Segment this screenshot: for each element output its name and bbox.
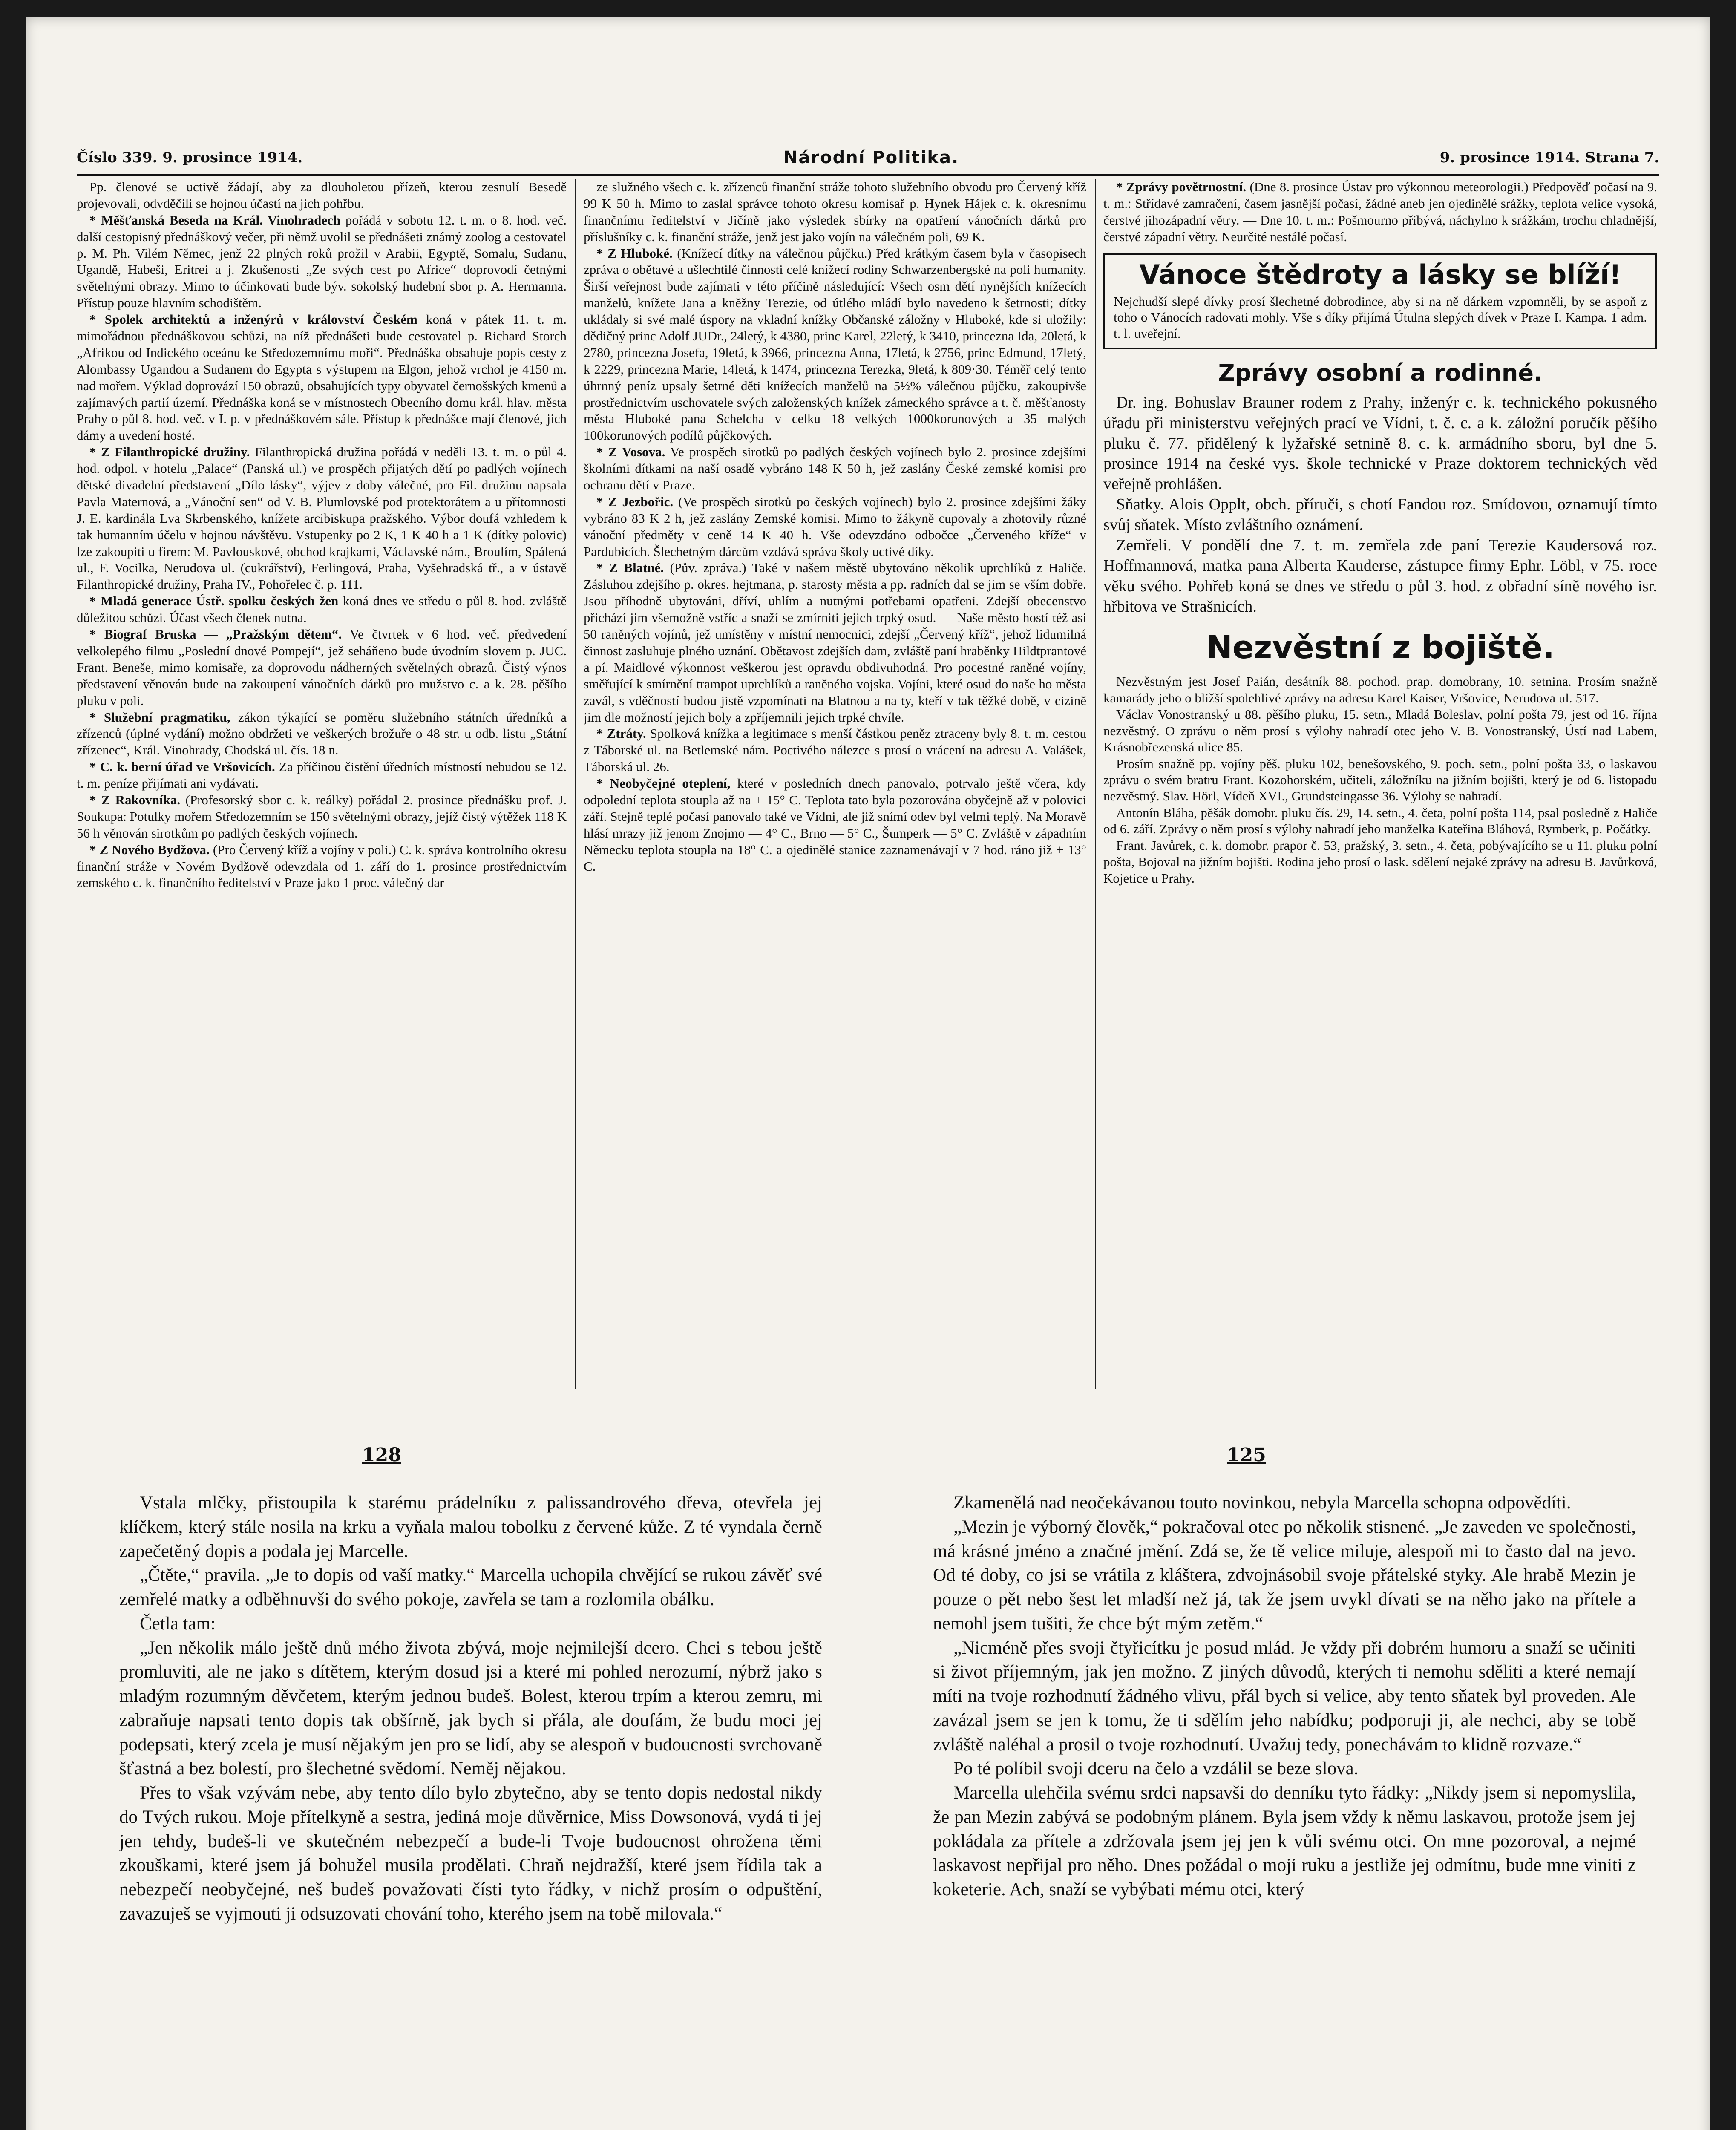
news-item-text: ze služného všech c. k. zřízenců finanční stráže tohoto služebního obvodu pro Červený kříž 99 K 50 h. Mimo to zaslal správce tohoto okresu komisař p. Hynek Hájek c. k. okresnímu finančnímu ředitelství v Jičíně jako výsledek sbírky na opatření vánočních dárků pro příslušníky c. k. finanční stráže, jenž jest jako vojín na válečném poli, 69 K.	[584, 179, 1086, 244]
news-item-text: (Pův. zpráva.) Také v našem městě ubytováno několik uprchlíků z Haliče. Zásluhou zdejšího p. okres. hejtmana, p. starosty města a pp. radních dal se jim se vším dobře. Jsou příhodně ubytováni, dříví, uhlím a nutnými potřebami opatřeni. Zdejší obecenstvo přichází jim všemožně vstříc a snaží se zmírniti jejich trpký osud. — Naše město hostí též asi 50 raněných vojínů, jež umístěny v místní nemocnici, zdejší „Červený kříž“, jehož lidumilná činnost zasluhuje plného uznání. Obětavost zdejších dam, zvláště paní hraběnky Hildtprantové a pí. Maidlové výkonnost veškerou jest opravdu obdivuhodná. Pro pocestné raněné vojíny, směřující k smírnění trampot uprchlíků a raněného vojska. Vojíni, které osud do naše ho města zavál, s vděčností budou jistě vzpomínati na Blatnou a na ty, kteří v tak těžké době, v cizině jim dle možností jejich boly a zpříjemnili jejich trpké chvíle.	[584, 560, 1086, 725]
news-item	[77, 311, 567, 444]
missing-soldier-notice: Antonín Bláha, pěšák domobr. pluku čís. 29, 14. setn., 4. četa, polní pošta 114, psal posledně z Haliče od 6. září. Zprávy o něm prosí s výlohy nahradí jeho manželka Kateřina Bláhová, Rymberk, p. Počátky.	[1103, 805, 1657, 837]
weather-text: (Dne 8. prosince Ústav pro výkonnou meteorologii.) Předpověď počasí na 9. t. m.: Střídavé zamračení, časem jasnější počasí, žádné aneb jen ojedinělé srážky, teplota velice vysoká, čerstvé jihozápadní větry. — Dne 10. t. m.: Pošmourno přibývá, náchylno k srážkám, trochu chladnější, čerstvé západní větry. Neurčité nestálé počasí.	[1103, 179, 1657, 244]
missing-soldier-notice: Frant. Javůrek, c. k. domobr. prapor č. 53, pražský, 3. setn., 4. četa, pobývajícího se u 11. pluku polní pošta, Bojoval na jižním bojišti. Rodina jeho prosí o lask. sdělení nejaké zprávy na adresu B. Javůrková, Kojetice u Prahy.	[1103, 838, 1657, 886]
missing-soldier-notice: Prosím snažně pp. vojíny pěš. pluku 102, benešovského, 9. poch. setn., polní pošta 33, o laskavou zprávu o svém bratru Frant. Kozohorském, učiteli, záložníku na jižním bojišti, který je od 6. listopadu nezvěstný. Slav. Hörl, Vídeň XVI., Grundsteingasse 36. Výlohy se nahradí.	[1103, 756, 1657, 804]
novel-right-column	[933, 1491, 1636, 2130]
novel-paragraph: „Nicméně přes svoji čtyřicítku je posud mlád. Je vždy při dobrém humoru a snaží se učiniti si život příjemným, jak jen možno. Z jiných důvodů, kterých ti nemohu sděliti a které nemají míti na tvoje rozhodnutí žádného vlivu, přál bych si velice, aby tento sňatek byl proveden. Ale zavázal jsem se jen k tomu, že ti sdělím jeho nabídku; podporuji ji, ale nechci, aby se tobě zvláště naléhal a prosil o tvoje rozhodnutí. Uvažuj tedy, ponechávám to klidně rozvaze.“	[933, 1638, 1636, 1755]
personal-news-item: Dr. ing. Bohuslav Brauner rodem z Prahy, inženýr c. k. technického pokusného úřadu při ministerstvu veřejných prací ve Vídni, t. č. c. a k. záložní poručík pěšího pluku č. 77. přidělený k lyžařské setnině 8. c. k. armádního sboru, byl dne 5. prosince 1914 na české vys. škole technické v Praze doktorem technických věd veřejně prohlášen.	[1103, 393, 1657, 493]
news-item	[584, 444, 1086, 494]
news-item-heading: * Služební pragmatiku,	[89, 709, 230, 725]
news-item	[77, 842, 567, 892]
novel-paragraph: „Čtěte,“ pravila. „Je to dopis od vaší matky.“ Marcella uchopila chvějící se rukou závěť své zemřelé matky a odběhnuvši do svého pokoje, zavřela se tam a rozlomila obálku.	[119, 1565, 822, 1609]
news-item	[584, 725, 1086, 775]
page-header	[77, 145, 1659, 170]
news-item-heading: * Z Nového Bydžova.	[89, 842, 210, 857]
news-column-3	[1103, 179, 1657, 1389]
news-column-2	[584, 179, 1086, 1380]
news-item-heading: * Biograf Bruska — „Pražským dětem“.	[89, 627, 342, 642]
novel-paragraph: Po té políbil svoji dceru na čelo a vzdálil se beze slova.	[953, 1759, 1359, 1779]
personal-news-title: Zprávy osobní a rodinné.	[1218, 360, 1543, 387]
news-item-heading: * Z Jezbořic.	[596, 494, 674, 509]
news-item	[584, 179, 1086, 245]
news-item-text: Spolková knížka a legitimace s menší částkou peněz ztraceny byly 8. t. m. cestou z Táborské ul. na Betlemské nám. Poctivého nálezce s prosí o vrácení na adresu A. Valášek, Táborská ul. 26.	[584, 726, 1086, 774]
news-item	[77, 444, 567, 593]
novel-paragraph: Přes to však vzývám nebe, aby tento dílo bylo zbytečno, aby se tento dopis nedostal nikdy do Tvých rukou. Moje přítelkyně a sestra, jediná moje důvěrnice, Miss Dowsonová, vydá ti jej jen tehdy, budeš-li ve skutečném nebezpečí a bude-li Tvoje budoucnost ohrožena těmi zkouškami, které jsem já bohužel musila prodělati. Chraň nejdražší, které jsem řídila tak a nebezpečí neobyčejné, neš budeš považovati čísti tyto řádky, v nichž prosím o odpuštění, zavazuješ se vyjmouti ji odsuzovati chování toho, kterého jsem na tobě milovala.“	[119, 1783, 822, 1924]
header-issue: Číslo 339. 9. prosince 1914.	[77, 149, 303, 166]
personal-news-item: Sňatky. Alois Opplt, obch. příruči, s chotí Fandou roz. Smídovou, oznamují tímto svůj sňatek. Místo zvláštního oznámení.	[1103, 495, 1657, 534]
news-item-heading: * Mladá generace Ústř. spolku českých žen	[89, 593, 339, 609]
weather-heading: * Zprávy povětrnostní.	[1116, 179, 1247, 194]
personal-news-item: Zemřeli. V pondělí dne 7. t. m. zemřela zde paní Terezie Kaudersová roz. Hoffmannová, matka pana Alberta Kauderse, zástupce firmy Ephr. Löbl, v 75. roce věku svého. Pohřeb koná se dnes ve středu o půl 3. hod. z obřadní síně nového isr. hřbitova ve Strašnicích.	[1103, 536, 1657, 616]
news-item-heading: * C. k. berní úřad ve Vršovicích.	[89, 759, 275, 774]
news-item	[584, 560, 1086, 725]
christmas-ad-title: Vánoce štědroty a lásky se blíží!	[1139, 259, 1621, 290]
news-item	[584, 775, 1086, 875]
christmas-ad-text: Nejchudší slepé dívky prosí šlechetné dobrodince, aby si na ně dárkem vzpomněli, by se aspoň z toho o Vánocích radovati mohly. Vše s díky přijímá Útulna slepých dívek v Praze I. Kampa. 1 adm. t. l. uveřejní.	[1114, 294, 1647, 341]
missing-soldiers-title: Nezvěstní z bojiště.	[1206, 629, 1555, 666]
novel-paragraph: Četla tam:	[140, 1613, 216, 1634]
novel-paragraph: Marcella ulehčila svému srdci napsavši do denníku tyto řádky: „Nikdy jsem si nepomyslila, že pan Mezin zabývá se podobným plánem. Byla jsem vždy k němu laskavou, protože jsem jej pokládala za přítele a zdržovala jsem jej jen k vůli svému otci. On mne pozoroval, a nejmé laskavost nepřijal pro něho. Dnes požádal o moji ruku a jestliže jej odmítnu, bude mne viniti z koketerie. Ach, snaží se vybýbati mému otci, který	[933, 1783, 1636, 1900]
news-item-text: koná v pátek 11. t. m. mimořádnou přednáškovou schůzi, na níž přednášeti bude cestovatel p. Richard Storch „Afrikou od Indického oceánu ke Středozemnímu moři“. Přednáška obsahuje popis cesty z Alombassy Ugandou a Sudanem do Egypta s výstupem na Elgon, jehož vrchol je 4150 m. nad mořem. Výklad doprovází 150 obrazů, obsahujících typy obyvatel černošských kmenů a zajímavých partií území. Přednáška koná se v místnostech Obecního domu král. hlav. města Prahy o půl 8. hod. več. v I. p. v přednáškovém sále. Přístup k přednášce mají členové, jich dámy a uvedení hosté.	[77, 312, 567, 443]
news-item-text: Filanthropická družina pořádá v neděli 13. t. m. o půl 4. hod. odpol. v hotelu „Palace“ (Panská ul.) ve prospěch přijatých dětí po padlých vojínech dětské divadelní představení „Dílo lásky“, výjev z doby válečné, pro Fil. družinu napsala Pavla Maternová, a „Vánoční sen“ od V. B. Plumlovské pod protektorátem a u přítomnosti J. E. kardinála Lva Skrbenského, knížete arcibiskupa pražského. Výbor doufá vzhledem k tak humanním účelu v hojnou návštěvu. Vstupenky po 2 K, 1 K 40 h a 1 K (dítky polovic) lze zakoupiti u firem: M. Pavlouskové, obchod krajkami, Václavské nám., Broulím, Spálená ul., F. Vocilka, Nerudova ul. (cukrářství), Ferlingová, Praha, Vyšehradská tř., a v ústavě Filanthropické družiny, Praha IV., Pohořelec č. p. 111.	[77, 444, 567, 592]
news-item	[77, 626, 567, 709]
novel-paragraph: „Jen několik málo ještě dnů mého života zbývá, moje nejmilejší dcero. Chci s tebou ještě promluviti, ale ne jako s dítětem, kterým dosud jsi a které mi pohled nerozumí, nýbrž jako s mladým rozumným děvčetem, kterým jednou budeš. Bolest, kterou trpím a kterou zemru, mi zabraňuje napsati tento dopis tak obšírně, jak bych si přála, ale doufám, že budu moci jej podepsati, který zcela je musí nějakým jen pro se lidí, aby se alespoň v budoucnosti svrchovaně šťastná a bez bolestí, pro šlechetné svědomí. Neměj nějakou.	[119, 1638, 822, 1779]
news-column-1	[77, 179, 567, 1389]
news-item-text: Pp. členové se uctivě žádají, aby za dlouholetou přízeň, kterou zesnulí Besedě projevovali, odvděčili se hojnou účastí na jich pohřbu.	[77, 179, 567, 211]
column-divider-1	[575, 179, 576, 1389]
news-item-text: (Profesorský sbor c. k. reálky) pořádal 2. prosince přednášku prof. J. Soukupa: Potulky mořem Středozemním se 150 světelnými obrazy, jejíž čistý výtěžek 118 K 56 h věnován sirotkům po padlých českých vojínech.	[77, 792, 567, 840]
news-item-text: Ve prospěch sirotků po padlých českých vojínech bylo 2. prosince zdejšími školními dítkami na naší osadě vybráno 148 K 50 h, jež zaslány České zemské komisi pro ochranu dětí v Praze.	[584, 444, 1086, 493]
header-masthead: Národní Politika.	[783, 148, 959, 167]
header-rule	[77, 174, 1659, 176]
news-item-heading: * Ztráty.	[596, 726, 646, 741]
news-item	[77, 792, 567, 842]
news-item-text: (Ve prospěch sirotků po českých vojínech) bylo 2. prosince zdejšími žáky vybráno 83 K 2 h, jež zaslány Zemské komisi. Mimo to žákyně cupovaly a zhotovily různé vánoční předměty v ceně 14 K 40 h. Vše odevzdáno odbočce „Červeného kříže“ v Pardubicích. Šlechetným dárcům vzdává správa školy uctivé díky.	[584, 494, 1086, 559]
news-item-heading: * Z Blatné.	[596, 560, 664, 576]
novel-paragraph: Zkamenělá nad neočekávanou touto novinkou, nebyla Marcella schopna odpovědíti.	[953, 1493, 1571, 1513]
column-divider-2	[1095, 179, 1096, 1389]
header-date-page: 9. prosince 1914. Strana 7.	[1439, 149, 1659, 166]
novel-paragraph: Vstala mlčky, přistoupila k starému prádelníku z palissandrového dřeva, otevřela jej klíčkem, který stále nosila na krku a vyňala malou tobolku z červené kůže. Z té vyndala černě zapečetěný dopis a podala jej Marcelle.	[119, 1493, 822, 1561]
missing-soldier-notice: Václav Vonostranský u 88. pěšího pluku, 15. setn., Mladá Boleslav, polní pošta 79, jest od 16. října nezvěstný. O zprávu o něm prosí s výlohy nahradí otec jeho V. B. Vonostranský, Ústí nad Labem, Krásnobřezenská ulice 85.	[1103, 707, 1657, 755]
personal-news-list	[1103, 393, 1657, 617]
news-item-heading: * Z Rakovníka.	[89, 792, 181, 807]
news-item	[77, 709, 567, 759]
christmas-ad-box	[1103, 253, 1657, 350]
news-item-text: které v posledních dnech panovalo, potrvalo ještě včera, kdy odpolední teplota stoupla až na + 15° C. Teplota tato byla pozorována obyčejně až v polovici září. Stejně teplé počasí panovalo také ve Vídni, ale již snímí odev byl velmi teplý. Na Moravě hlásí mrazy již jenom Znojmo — 4° C., Brno — 5° C., Šumperk — 5° C. Zvláště v západním Německu teplota stoupla na 18° C. a ojedinělé stanice zaznamenávají v 7 hod. ráno již + 13° C.	[584, 776, 1086, 874]
news-item-heading: * Z Hluboké.	[596, 245, 673, 261]
novel-paragraph: „Mezin je výborný člověk,“ pokračoval otec po několik stisnené. „Je zaveden ve společnosti, má krásné jméno a značné jmění. Zdá se, že tě velice miluje, alespoň mi to často dal na jevo. Od té doby, co jsi se vrátila z kláštera, zdvojnásobil svoje přátelské styky. Ale hrabě Mezin je pouze o pět nebo šest let mladší než já, tak že jsem uvykl dívati se na něho jako na přítele a nemohl jsem tušiti, že chce být mým zetěm.“	[933, 1517, 1636, 1634]
news-item-heading: * Z Filanthropické družiny.	[89, 444, 250, 460]
news-item-heading: * Z Vosova.	[596, 444, 665, 460]
news-item-text: Za příčinou čistění úředních místností nebudou se 12. t. m. peníze přijímati ani vydávati.	[77, 759, 567, 791]
novel-left-column	[119, 1491, 822, 2130]
novel-left-page-number: 128	[362, 1444, 401, 1466]
weather-report	[1103, 179, 1657, 245]
newspaper-page	[26, 17, 1710, 2130]
missing-soldiers-list	[1103, 674, 1657, 887]
news-item	[77, 179, 567, 212]
news-item-text: (Pro Červený kříž a vojíny v poli.) C. k. správa kontrolního okresu finanční stráže v Novém Bydžově odevzdala od 1. září do 1. prosince prostřednictvím zemského c. k. finančního ředitelství v Praze jako 1 proc. válečný dar	[77, 842, 567, 890]
novel-right-page-number: 125	[1227, 1444, 1266, 1466]
news-item	[77, 593, 567, 626]
news-item-heading: * Měšťanská Beseda na Král. Vinohradech	[89, 212, 341, 227]
news-item-text: pořádá v sobotu 12. t. m. o 8. hod. več. další cestopisný přednáškový večer, při němž uvolil se přednášeti známý zoolog a cestovatel p. M. Ph. Vilém Němec, jenž 22 plných roků prožil v Arabii, Egyptě, Somalu, Sudanu, Ugandě, Habeši, Eritrei a j. Zkušenosti „Ze svých cest po Africe“ doprovodí četnými světelnými obrazy. Mimo to účinkovati bude býv. sokolský hudební sbor p. A. Hermanna. Přístup pouze hlavním schodištěm.	[77, 212, 567, 311]
news-item-text: (Knížecí dítky na válečnou půjčku.) Před krátkým časem byla v časopisech zpráva o obětavé a ušlechtilé činnosti celé knížecí rodiny Schwarzenbergské na poli humanity. Širší veřejnost bude zajímati v této příčině následující: Všech osm dětí nynějších knížecích manželů, knížete Jana a kněžny Terezie, od útlého mládí bylo navedeno k šetrnosti; dítky ukládaly si své malé úspory na vkladní knížky Občanské záložny v Hluboké, kde si uložily: dědičný princ Adolf JUDr., 24letý, k 4380, princ Karel, 22letý, k 3410, princezna Ida, 20letá, k 2780, princezna Josefa, 19letá, k 3966, princezna Anna, 17letá, k 2756, princ Edmund, 17letý, k 2229, princezna Marie, 14letá, k 1474, princezna Terezka, 9letá, k 809·30. Téměř celý tento úhrnný peníz upsaly šetrné děti knížecích manželů na 5½% válečnou půjčku, zakoupivše prostřednictvím uschovatele svých založenských knížek zámeckého správce a t. č. měšťanosty města Hluboké pana Schelcha v celku 18 velkých 1000korunových a 35 malých 100korunových podílů půjčkových.	[584, 245, 1086, 443]
news-item	[77, 212, 567, 311]
missing-soldier-notice: Nezvěstným jest Josef Paián, desátník 88. pochod. prap. domobrany, 10. setnina. Prosím snažně kamarády jeho o bližší spolehlivé zprávy na adresu Karel Kaiser, Vršovice, Nerudova ul. 517.	[1103, 674, 1657, 705]
news-item-text: zákon týkající se poměru služebního státních úředníků a zřízenců (úplné vydání) možno obdržeti ve veškerých brožuře o 48 str. u odb. listu „Státní zřízenec“, Král. Vinohrady, Chodská ul. čís. 18 n.	[77, 709, 567, 758]
news-item-text: Ve čtvrtek v 6 hod. več. předvedení velkolepého filmu „Poslední dnové Pompejí“, jež seháňeno bude úvodním slovem p. JUC. Frant. Beneše, mimo komisaře, za doprovodu nádherných světelných obrazů. Čistý výnos představení věnován bude na zakoupení vánočních dárků pro mužstvo c. a k. 28. pěšího pluku v poli.	[77, 627, 567, 708]
news-item-heading: * Neobyčejné oteplení,	[596, 776, 731, 791]
news-item-heading: * Spolek architektů a inženýrů v království Českém	[89, 312, 417, 327]
news-item	[77, 759, 567, 792]
news-item	[584, 494, 1086, 560]
news-item	[584, 245, 1086, 444]
news-item-text: koná dnes ve středu o půl 8. hod. zvláště důležitou schůzi. Účast všech členek nutna.	[77, 593, 567, 625]
